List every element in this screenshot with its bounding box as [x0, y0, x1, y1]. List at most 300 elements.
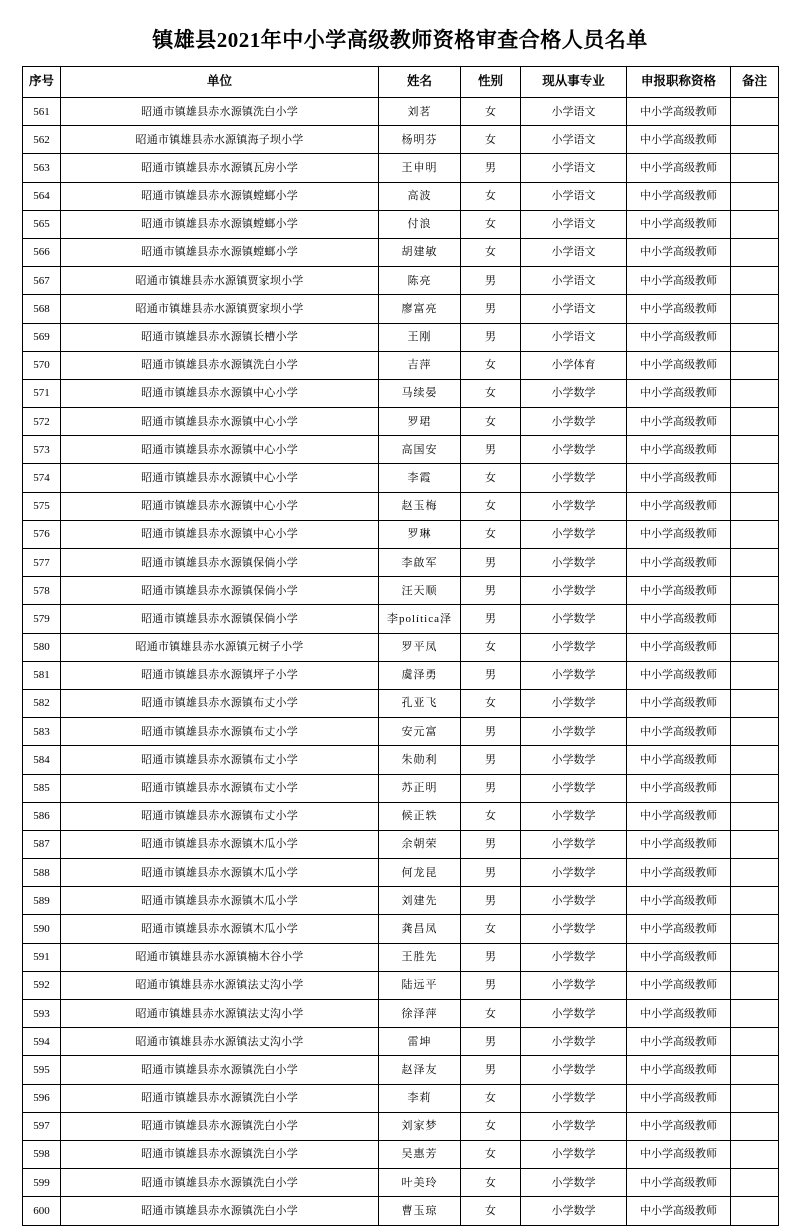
cell-gender: 女 — [461, 210, 521, 238]
cell-qualification: 中小学高级教师 — [627, 295, 731, 323]
cell-qualification: 中小学高级教师 — [627, 351, 731, 379]
cell-major: 小学数学 — [521, 802, 627, 830]
cell-gender: 女 — [461, 492, 521, 520]
cell-major: 小学数学 — [521, 408, 627, 436]
cell-major: 小学数学 — [521, 661, 627, 689]
cell-note — [731, 1140, 779, 1168]
cell-qualification: 中小学高级教师 — [627, 238, 731, 266]
table-row — [23, 351, 779, 379]
cell-note — [731, 210, 779, 238]
cell-name: 吉萍 — [379, 351, 461, 379]
cell-qualification: 中小学高级教师 — [627, 718, 731, 746]
cell-gender: 男 — [461, 943, 521, 971]
cell-gender: 女 — [461, 1000, 521, 1028]
cell-unit: 昭通市镇雄县赤水源镇木瓜小学 — [61, 859, 379, 887]
cell-note — [731, 182, 779, 210]
cell-gender: 男 — [461, 718, 521, 746]
table-row — [23, 464, 779, 492]
cell-note — [731, 238, 779, 266]
cell-qualification: 中小学高级教师 — [627, 126, 731, 154]
cell-major: 小学语文 — [521, 267, 627, 295]
cell-name: 罗平凤 — [379, 633, 461, 661]
cell-name: 陆远平 — [379, 971, 461, 999]
cell-unit: 昭通市镇雄县赤水源镇布丈小学 — [61, 718, 379, 746]
cell-major: 小学语文 — [521, 210, 627, 238]
cell-gender: 男 — [461, 154, 521, 182]
cell-unit: 昭通市镇雄县赤水源镇螳螂小学 — [61, 238, 379, 266]
table-row — [23, 859, 779, 887]
cell-note — [731, 98, 779, 126]
cell-unit: 昭通市镇雄县赤水源镇洗白小学 — [61, 351, 379, 379]
cell-unit: 昭通市镇雄县赤水源镇贾家坝小学 — [61, 295, 379, 323]
cell-unit: 昭通市镇雄县赤水源镇中心小学 — [61, 520, 379, 548]
cell-qualification: 中小学高级教师 — [627, 830, 731, 858]
table-row — [23, 182, 779, 210]
cell-qualification: 中小学高级教师 — [627, 605, 731, 633]
cell-unit: 昭通市镇雄县赤水源镇法丈沟小学 — [61, 1028, 379, 1056]
cell-note — [731, 802, 779, 830]
cell-unit: 昭通市镇雄县赤水源镇保倘小学 — [61, 605, 379, 633]
cell-unit: 昭通市镇雄县赤水源镇中心小学 — [61, 464, 379, 492]
cell-gender: 男 — [461, 605, 521, 633]
cell-name: 苏正明 — [379, 774, 461, 802]
cell-unit: 昭通市镇雄县赤水源镇布丈小学 — [61, 774, 379, 802]
cell-seq: 566 — [23, 238, 61, 266]
cell-unit: 昭通市镇雄县赤水源镇洗白小学 — [61, 1169, 379, 1197]
cell-gender: 女 — [461, 379, 521, 407]
table-row — [23, 774, 779, 802]
cell-note — [731, 746, 779, 774]
cell-seq: 573 — [23, 436, 61, 464]
cell-qualification: 中小学高级教师 — [627, 182, 731, 210]
cell-seq: 586 — [23, 802, 61, 830]
cell-seq: 591 — [23, 943, 61, 971]
cell-gender: 女 — [461, 1112, 521, 1140]
cell-major: 小学数学 — [521, 774, 627, 802]
table-row — [23, 661, 779, 689]
cell-major: 小学数学 — [521, 549, 627, 577]
cell-gender: 男 — [461, 436, 521, 464]
cell-major: 小学数学 — [521, 492, 627, 520]
cell-note — [731, 971, 779, 999]
table-row — [23, 1000, 779, 1028]
cell-gender: 女 — [461, 689, 521, 717]
cell-gender: 女 — [461, 1169, 521, 1197]
cell-seq: 571 — [23, 379, 61, 407]
table-row — [23, 154, 779, 182]
table-header — [23, 67, 779, 98]
cell-major: 小学数学 — [521, 887, 627, 915]
cell-unit: 昭通市镇雄县赤水源镇洗白小学 — [61, 1056, 379, 1084]
cell-name: 虞泽勇 — [379, 661, 461, 689]
cell-gender: 女 — [461, 915, 521, 943]
cell-major: 小学数学 — [521, 1056, 627, 1084]
cell-unit: 昭通市镇雄县赤水源镇中心小学 — [61, 408, 379, 436]
cell-seq: 565 — [23, 210, 61, 238]
cell-unit: 昭通市镇雄县赤水源镇中心小学 — [61, 436, 379, 464]
cell-note — [731, 154, 779, 182]
table-row — [23, 1084, 779, 1112]
cell-qualification: 中小学高级教师 — [627, 887, 731, 915]
cell-qualification: 中小学高级教师 — [627, 633, 731, 661]
cell-gender: 男 — [461, 830, 521, 858]
cell-name: 叶美玲 — [379, 1169, 461, 1197]
cell-major: 小学语文 — [521, 295, 627, 323]
cell-name: 马续晏 — [379, 379, 461, 407]
cell-note — [731, 1000, 779, 1028]
cell-note — [731, 1112, 779, 1140]
column-header-note: 备注 — [731, 67, 779, 98]
table-row — [23, 549, 779, 577]
cell-name: 王申明 — [379, 154, 461, 182]
cell-name: 付浪 — [379, 210, 461, 238]
cell-name: 刘家梦 — [379, 1112, 461, 1140]
cell-gender: 女 — [461, 1140, 521, 1168]
cell-note — [731, 1197, 779, 1225]
cell-gender: 男 — [461, 1028, 521, 1056]
cell-seq: 579 — [23, 605, 61, 633]
cell-qualification: 中小学高级教师 — [627, 323, 731, 351]
table-row — [23, 379, 779, 407]
table-row — [23, 887, 779, 915]
cell-gender: 男 — [461, 267, 521, 295]
page-title: 镇雄县2021年中小学高级教师资格审查合格人员名单 — [152, 28, 648, 52]
column-header-major: 现从事专业 — [521, 67, 627, 98]
cell-unit: 昭通市镇雄县赤水源镇元树子小学 — [61, 633, 379, 661]
cell-major: 小学数学 — [521, 520, 627, 548]
cell-name: 王胜先 — [379, 943, 461, 971]
table-row — [23, 1169, 779, 1197]
cell-unit: 昭通市镇雄县赤水源镇保倘小学 — [61, 549, 379, 577]
cell-gender: 女 — [461, 633, 521, 661]
cell-unit: 昭通市镇雄县赤水源镇木瓜小学 — [61, 887, 379, 915]
cell-unit: 昭通市镇雄县赤水源镇螳螂小学 — [61, 182, 379, 210]
cell-name: 陈亮 — [379, 267, 461, 295]
cell-gender: 男 — [461, 971, 521, 999]
cell-seq: 595 — [23, 1056, 61, 1084]
cell-seq: 583 — [23, 718, 61, 746]
cell-note — [731, 718, 779, 746]
cell-unit: 昭通市镇雄县赤水源镇法丈沟小学 — [61, 971, 379, 999]
cell-gender: 男 — [461, 295, 521, 323]
cell-seq: 587 — [23, 830, 61, 858]
cell-note — [731, 689, 779, 717]
cell-seq: 589 — [23, 887, 61, 915]
cell-qualification: 中小学高级教师 — [627, 1028, 731, 1056]
cell-note — [731, 520, 779, 548]
cell-qualification: 中小学高级教师 — [627, 971, 731, 999]
table-row — [23, 577, 779, 605]
cell-unit: 昭通市镇雄县赤水源镇木瓜小学 — [61, 915, 379, 943]
cell-note — [731, 492, 779, 520]
cell-seq: 585 — [23, 774, 61, 802]
table-row — [23, 492, 779, 520]
cell-major: 小学语文 — [521, 98, 627, 126]
cell-unit: 昭通市镇雄县赤水源镇螳螂小学 — [61, 210, 379, 238]
cell-qualification: 中小学高级教师 — [627, 915, 731, 943]
cell-note — [731, 605, 779, 633]
cell-major: 小学数学 — [521, 971, 627, 999]
cell-name: 徐泽萍 — [379, 1000, 461, 1028]
cell-gender: 女 — [461, 98, 521, 126]
cell-note — [731, 830, 779, 858]
table-row — [23, 1056, 779, 1084]
cell-qualification: 中小学高级教师 — [627, 1112, 731, 1140]
cell-qualification: 中小学高级教师 — [627, 464, 731, 492]
cell-seq: 568 — [23, 295, 61, 323]
cell-qualification: 中小学高级教师 — [627, 98, 731, 126]
cell-unit: 昭通市镇雄县赤水源镇中心小学 — [61, 379, 379, 407]
cell-note — [731, 633, 779, 661]
cell-qualification: 中小学高级教师 — [627, 492, 731, 520]
cell-name: 李霞 — [379, 464, 461, 492]
cell-seq: 575 — [23, 492, 61, 520]
cell-gender: 男 — [461, 549, 521, 577]
cell-name: 杨明芬 — [379, 126, 461, 154]
cell-gender: 男 — [461, 577, 521, 605]
cell-qualification: 中小学高级教师 — [627, 774, 731, 802]
cell-unit: 昭通市镇雄县赤水源镇布丈小学 — [61, 689, 379, 717]
cell-seq: 570 — [23, 351, 61, 379]
roster-table — [22, 66, 779, 1226]
cell-qualification: 中小学高级教师 — [627, 436, 731, 464]
cell-note — [731, 1169, 779, 1197]
cell-major: 小学语文 — [521, 126, 627, 154]
cell-gender: 男 — [461, 859, 521, 887]
cell-major: 小学数学 — [521, 943, 627, 971]
table-row — [23, 605, 779, 633]
cell-name: 龚昌凤 — [379, 915, 461, 943]
cell-name: 王刚 — [379, 323, 461, 351]
cell-major: 小学数学 — [521, 464, 627, 492]
cell-major: 小学数学 — [521, 633, 627, 661]
table-row — [23, 408, 779, 436]
cell-major: 小学数学 — [521, 830, 627, 858]
cell-gender: 女 — [461, 1084, 521, 1112]
cell-qualification: 中小学高级教师 — [627, 661, 731, 689]
cell-gender: 男 — [461, 887, 521, 915]
cell-qualification: 中小学高级教师 — [627, 859, 731, 887]
cell-gender: 女 — [461, 408, 521, 436]
cell-seq: 597 — [23, 1112, 61, 1140]
table-row — [23, 943, 779, 971]
cell-qualification: 中小学高级教师 — [627, 1056, 731, 1084]
cell-gender: 男 — [461, 1056, 521, 1084]
cell-unit: 昭通市镇雄县赤水源镇布丈小学 — [61, 802, 379, 830]
cell-name: 曹玉琼 — [379, 1197, 461, 1225]
cell-qualification: 中小学高级教师 — [627, 943, 731, 971]
cell-name: 汪天顺 — [379, 577, 461, 605]
cell-seq: 599 — [23, 1169, 61, 1197]
cell-major: 小学数学 — [521, 859, 627, 887]
cell-name: 赵泽友 — [379, 1056, 461, 1084]
cell-name: 李莉 — [379, 1084, 461, 1112]
cell-gender: 男 — [461, 746, 521, 774]
table-row — [23, 971, 779, 999]
cell-name: 安元富 — [379, 718, 461, 746]
cell-major: 小学数学 — [521, 915, 627, 943]
cell-unit: 昭通市镇雄县赤水源镇瓦房小学 — [61, 154, 379, 182]
cell-seq: 563 — [23, 154, 61, 182]
cell-name: 雷坤 — [379, 1028, 461, 1056]
table-header-row — [23, 67, 779, 98]
cell-seq: 588 — [23, 859, 61, 887]
cell-unit: 昭通市镇雄县赤水源镇保倘小学 — [61, 577, 379, 605]
cell-qualification: 中小学高级教师 — [627, 267, 731, 295]
cell-qualification: 中小学高级教师 — [627, 746, 731, 774]
cell-unit: 昭通市镇雄县赤水源镇洗白小学 — [61, 1197, 379, 1225]
cell-major: 小学语文 — [521, 238, 627, 266]
cell-major: 小学数学 — [521, 379, 627, 407]
cell-qualification: 中小学高级教师 — [627, 1140, 731, 1168]
cell-qualification: 中小学高级教师 — [627, 154, 731, 182]
cell-gender: 女 — [461, 351, 521, 379]
cell-gender: 女 — [461, 126, 521, 154]
cell-seq: 580 — [23, 633, 61, 661]
column-header-seq: 序号 — [23, 67, 61, 98]
cell-seq: 600 — [23, 1197, 61, 1225]
table-row — [23, 718, 779, 746]
cell-seq: 564 — [23, 182, 61, 210]
cell-qualification: 中小学高级教师 — [627, 1197, 731, 1225]
cell-gender: 女 — [461, 182, 521, 210]
cell-gender: 女 — [461, 464, 521, 492]
cell-note — [731, 577, 779, 605]
cell-seq: 576 — [23, 520, 61, 548]
cell-unit: 昭通市镇雄县赤水源镇洗白小学 — [61, 1140, 379, 1168]
cell-name: 廖富亮 — [379, 295, 461, 323]
cell-unit: 昭通市镇雄县赤水源镇洗白小学 — [61, 1084, 379, 1112]
cell-seq: 584 — [23, 746, 61, 774]
cell-seq: 569 — [23, 323, 61, 351]
cell-note — [731, 887, 779, 915]
cell-major: 小学数学 — [521, 605, 627, 633]
cell-qualification: 中小学高级教师 — [627, 549, 731, 577]
cell-note — [731, 351, 779, 379]
cell-note — [731, 379, 779, 407]
cell-major: 小学数学 — [521, 436, 627, 464]
cell-gender: 女 — [461, 1197, 521, 1225]
cell-seq: 581 — [23, 661, 61, 689]
cell-major: 小学体育 — [521, 351, 627, 379]
cell-gender: 男 — [461, 323, 521, 351]
cell-unit: 昭通市镇雄县赤水源镇长槽小学 — [61, 323, 379, 351]
column-header-qualification: 申报职称资格 — [627, 67, 731, 98]
column-header-name: 姓名 — [379, 67, 461, 98]
cell-gender: 女 — [461, 520, 521, 548]
cell-seq: 582 — [23, 689, 61, 717]
cell-note — [731, 323, 779, 351]
cell-seq: 561 — [23, 98, 61, 126]
cell-major: 小学数学 — [521, 577, 627, 605]
table-row — [23, 633, 779, 661]
cell-unit: 昭通市镇雄县赤水源镇坪子小学 — [61, 661, 379, 689]
table-row — [23, 210, 779, 238]
cell-name: 高国安 — [379, 436, 461, 464]
cell-name: 罗珺 — [379, 408, 461, 436]
table-row — [23, 267, 779, 295]
cell-major: 小学数学 — [521, 1169, 627, 1197]
cell-seq: 567 — [23, 267, 61, 295]
table-row — [23, 1028, 779, 1056]
cell-name: 赵玉梅 — [379, 492, 461, 520]
cell-note — [731, 436, 779, 464]
cell-note — [731, 267, 779, 295]
cell-seq: 574 — [23, 464, 61, 492]
cell-qualification: 中小学高级教师 — [627, 520, 731, 548]
cell-qualification: 中小学高级教师 — [627, 1084, 731, 1112]
table-row — [23, 915, 779, 943]
cell-note — [731, 1084, 779, 1112]
table-row — [23, 1197, 779, 1225]
cell-note — [731, 661, 779, 689]
cell-name: 余朝荣 — [379, 830, 461, 858]
cell-gender: 女 — [461, 802, 521, 830]
cell-note — [731, 464, 779, 492]
cell-note — [731, 915, 779, 943]
cell-gender: 女 — [461, 238, 521, 266]
cell-major: 小学数学 — [521, 1112, 627, 1140]
cell-major: 小学语文 — [521, 182, 627, 210]
column-header-unit: 单位 — [61, 67, 379, 98]
table-row — [23, 323, 779, 351]
cell-name: 李啟军 — [379, 549, 461, 577]
cell-major: 小学语文 — [521, 323, 627, 351]
cell-unit: 昭通市镇雄县赤水源镇海子坝小学 — [61, 126, 379, 154]
cell-gender: 男 — [461, 774, 521, 802]
table-row — [23, 520, 779, 548]
cell-seq: 592 — [23, 971, 61, 999]
cell-name: 高波 — [379, 182, 461, 210]
cell-name: 何龙昆 — [379, 859, 461, 887]
cell-gender: 男 — [461, 661, 521, 689]
cell-note — [731, 943, 779, 971]
cell-name: 刘建先 — [379, 887, 461, 915]
table-row — [23, 746, 779, 774]
cell-seq: 562 — [23, 126, 61, 154]
cell-major: 小学数学 — [521, 1000, 627, 1028]
cell-note — [731, 774, 779, 802]
cell-qualification: 中小学高级教师 — [627, 1000, 731, 1028]
cell-name: 李política泽 — [379, 605, 461, 633]
cell-seq: 572 — [23, 408, 61, 436]
cell-name: 候正轶 — [379, 802, 461, 830]
cell-major: 小学数学 — [521, 1197, 627, 1225]
cell-note — [731, 126, 779, 154]
cell-note — [731, 549, 779, 577]
cell-qualification: 中小学高级教师 — [627, 210, 731, 238]
cell-name: 吴惠芳 — [379, 1140, 461, 1168]
table-row — [23, 1112, 779, 1140]
cell-note — [731, 859, 779, 887]
cell-note — [731, 1056, 779, 1084]
cell-major: 小学数学 — [521, 1084, 627, 1112]
cell-major: 小学数学 — [521, 689, 627, 717]
cell-unit: 昭通市镇雄县赤水源镇布丈小学 — [61, 746, 379, 774]
table-body — [23, 98, 779, 1226]
cell-major: 小学语文 — [521, 154, 627, 182]
cell-unit: 昭通市镇雄县赤水源镇楠木谷小学 — [61, 943, 379, 971]
cell-qualification: 中小学高级教师 — [627, 1169, 731, 1197]
cell-unit: 昭通市镇雄县赤水源镇法丈沟小学 — [61, 1000, 379, 1028]
cell-unit: 昭通市镇雄县赤水源镇木瓜小学 — [61, 830, 379, 858]
table-row — [23, 689, 779, 717]
table-row — [23, 436, 779, 464]
table-row — [23, 126, 779, 154]
cell-seq: 593 — [23, 1000, 61, 1028]
cell-name: 朱勋利 — [379, 746, 461, 774]
column-header-gender: 性别 — [461, 67, 521, 98]
